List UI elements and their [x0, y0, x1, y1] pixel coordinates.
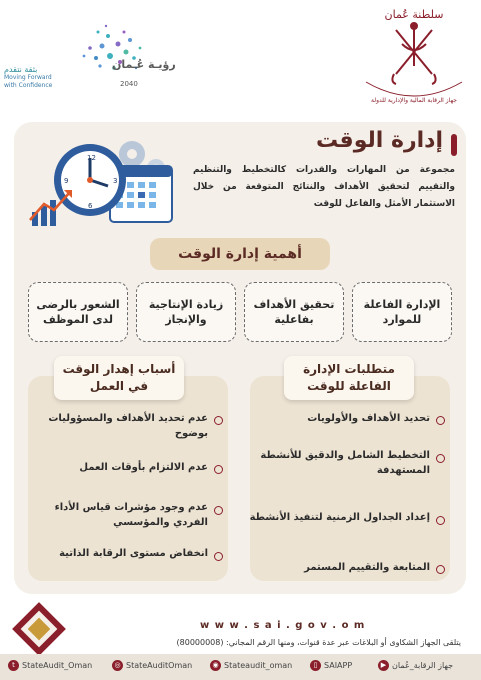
bullet-icon — [436, 516, 445, 525]
vision-slogan-en: Moving Forward with Confidence — [4, 74, 53, 89]
importance-item-goals: تحقيق الأهداف بفاعلية — [244, 282, 344, 342]
decorative-diamond — [6, 596, 72, 662]
social-label: Stateaudit_oman — [224, 661, 293, 670]
bullet-icon — [214, 506, 223, 515]
time-management-illustration — [28, 138, 178, 240]
cause-item: عدم وجود مؤشرات قياس الأداء الفردي والمؤسسي — [54, 502, 208, 528]
requirement-item: التخطيط الشامل والدقيق للأنشطة المستهدفة — [260, 450, 430, 476]
twitter-icon: t — [8, 660, 19, 671]
social-app[interactable] — [310, 660, 352, 671]
social-label: StateAudit_Oman — [22, 661, 93, 670]
clock-icon — [54, 144, 126, 216]
svg-text:9: 9 — [64, 177, 69, 185]
svg-text:12: 12 — [87, 154, 96, 162]
bullet-icon — [436, 565, 445, 574]
importance-item-satisfaction: الشعور بالرضى لدى الموظف — [28, 282, 128, 342]
svg-text:6: 6 — [88, 202, 93, 210]
social-label: SAIAPP — [324, 661, 353, 670]
instagram-icon: ◎ — [112, 660, 123, 671]
social-label: StateAuditOman — [126, 661, 193, 670]
bullet-icon — [214, 465, 223, 474]
bullet-icon — [214, 416, 223, 425]
causes-heading: أسباب إهدار الوقت في العمل — [54, 356, 184, 400]
requirement-item: إعداد الجداول الزمنية لتنفيذ الأنشطة — [249, 512, 430, 523]
requirements-heading: متطلبات الإدارة الفاعلة للوقت — [284, 356, 414, 400]
social-youtube[interactable] — [378, 660, 453, 671]
social-label: جهاز الرقابة_عُمان — [392, 661, 454, 670]
vision-arabic-text: رؤيـة عُـمان — [112, 58, 176, 71]
website-link[interactable]: w w w . s a i . g o v . o m — [200, 620, 366, 631]
intro-text: مجموعة من المهارات والقدرات كالتخطيط والتنظيم والتقييم لتحقيق الأهداف والنتائج المتوقعة من خلال الاستثمار الأمثل والفاعل للوقت — [193, 165, 455, 209]
vision-year: 2040 — [120, 80, 138, 88]
cause-item: انخفاض مستوى الرقابة الذاتية — [59, 548, 208, 559]
requirement-item: المتابعة والتقييم المستمر — [304, 562, 430, 573]
social-twitter[interactable] — [8, 660, 92, 671]
vision-slogan-ar: بثقة نتقدم — [4, 65, 38, 74]
cause-item: عدم الالتزام بأوقات العمل — [79, 462, 208, 473]
complaints-notice: يتلقى الجهاز الشكاوى أو البلاغات عبر عدة قنوات، ومنها الرقم المجاني: (80000008) — [176, 638, 461, 647]
phone-icon: ▯ — [310, 660, 321, 671]
social-instagram[interactable] — [112, 660, 192, 671]
importance-heading: أهمية إدارة الوقت — [150, 238, 330, 270]
youtube-icon: ▶ — [378, 660, 389, 671]
vision-slogan — [4, 66, 62, 90]
cause-item: عدم تحديد الأهداف والمسؤوليات بوضوح — [48, 413, 208, 439]
emblem-subtext: جهاز الرقابة المالية والإدارية للدولة — [371, 97, 457, 104]
social-snapchat[interactable] — [210, 660, 292, 671]
bullet-icon — [214, 552, 223, 561]
emblem-title: سلطنة عُمان — [384, 8, 444, 21]
requirement-item: تحديد الأهداف والأولويات — [307, 413, 430, 424]
bullet-icon — [436, 454, 445, 463]
state-audit-emblem — [356, 4, 472, 108]
page-title: إدارة الوقت — [316, 128, 443, 153]
importance-item-productivity: زيادة الإنتاجية والإنجاز — [136, 282, 236, 342]
snapchat-icon: ◉ — [210, 660, 221, 671]
title-accent-bar — [451, 134, 457, 156]
importance-item-resources: الإدارة الفاعلة للموارد — [352, 282, 452, 342]
svg-text:3: 3 — [113, 177, 118, 185]
requirements-panel — [250, 376, 450, 581]
bar-chart-icon — [30, 190, 72, 226]
bullet-icon — [436, 416, 445, 425]
